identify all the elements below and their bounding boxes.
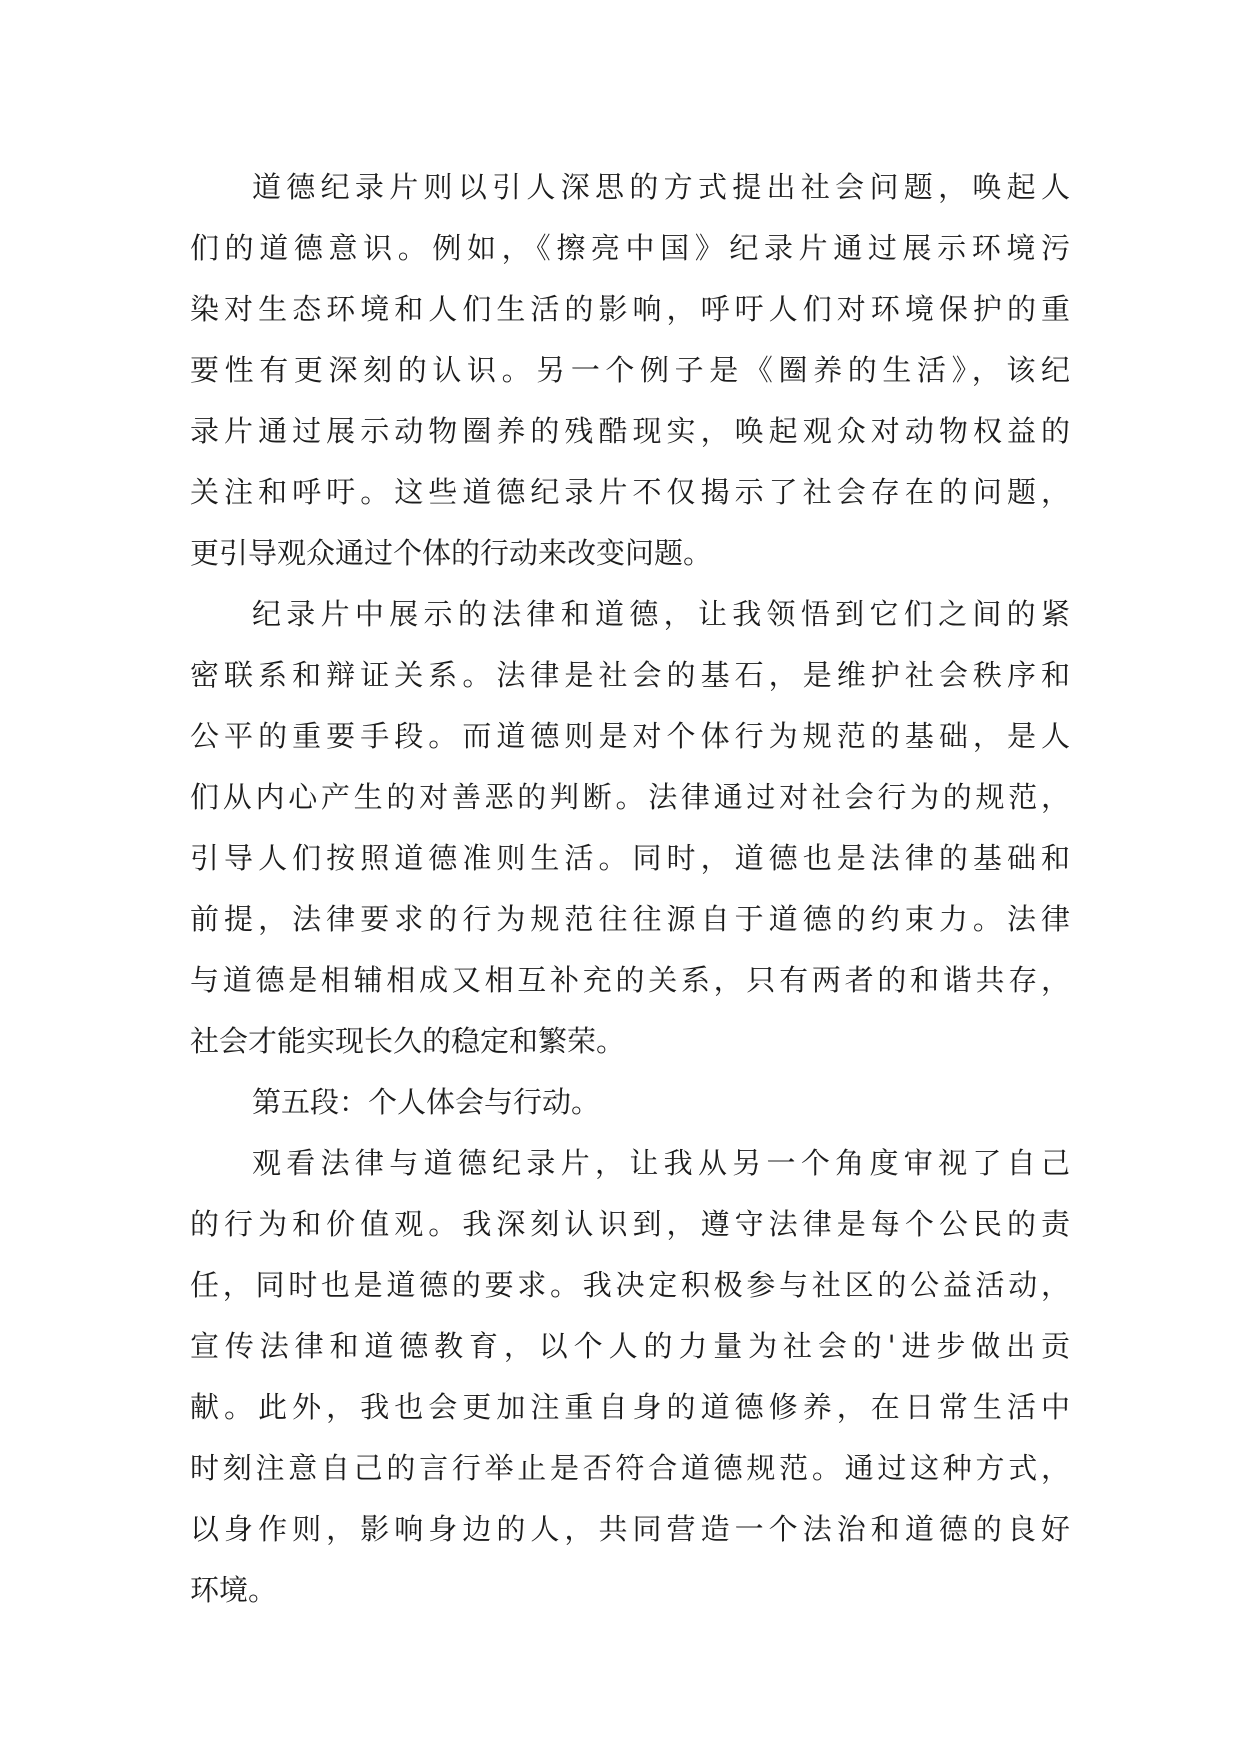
text-line: 录片通过展示动物圈养的残酷现实，唤起观众对动物权益的 (190, 414, 1070, 448)
paragraph-personal-reflection (190, 1133, 1070, 1621)
text-line: 公平的重要手段。而道德则是对个体行为规范的基础，是人 (190, 719, 1070, 753)
text-line: 纪录片中展示的法律和道德，让我领悟到它们之间的紧 (252, 597, 1070, 631)
text-line: 时刻注意自己的言行举止是否符合道德规范。通过这种方式， (190, 1451, 1070, 1485)
paragraph-law-and-morality (190, 584, 1070, 1072)
text-line: 引导人们按照道德准则生活。同时，道德也是法律的基础和 (190, 841, 1070, 875)
text-line: 前提，法律要求的行为规范往往源自于道德的约束力。法律 (190, 902, 1070, 936)
text-line: 的行为和价值观。我深刻认识到，遵守法律是每个公民的责 (190, 1207, 1070, 1241)
text-line: 以身作则，影响身边的人，共同营造一个法治和道德的良好 (190, 1512, 1070, 1546)
text-line: 献。此外，我也会更加注重自身的道德修养，在日常生活中 (190, 1390, 1070, 1424)
text-line: 任，同时也是道德的要求。我决定积极参与社区的公益活动， (190, 1268, 1070, 1302)
text-line: 染对生态环境和人们生活的影响，呼吁人们对环境保护的重 (190, 292, 1070, 326)
text-line: 关注和呼吁。这些道德纪录片不仅揭示了社会存在的问题， (190, 475, 1070, 509)
text-line: 道德纪录片则以引人深思的方式提出社会问题，唤起人 (252, 170, 1070, 204)
paragraph-moral-documentaries (190, 157, 1070, 584)
section-heading (190, 1072, 1070, 1133)
text-line: 密联系和辩证关系。法律是社会的基石，是维护社会秩序和 (190, 658, 1070, 692)
body-text (190, 157, 1070, 1621)
text-line: 更引导观众通过个体的行动来改变问题。 (190, 536, 713, 570)
text-line: 与道德是相辅相成又相互补充的关系，只有两者的和谐共存， (190, 963, 1070, 997)
text-line: 们的道德意识。例如，《擦亮中国》纪录片通过展示环境污 (190, 231, 1070, 265)
text-line: 环境。 (190, 1573, 278, 1607)
section-heading-text: 第五段：个人体会与行动。 (252, 1085, 601, 1119)
text-line: 要性有更深刻的认识。另一个例子是《圈养的生活》，该纪 (190, 353, 1070, 387)
text-line: 宣传法律和道德教育，以个人的力量为社会的'进步做出贡 (190, 1329, 1070, 1363)
text-line: 社会才能实现长久的稳定和繁荣。 (190, 1024, 626, 1058)
text-line: 观看法律与道德纪录片，让我从另一个角度审视了自己 (252, 1146, 1070, 1180)
text-line: 们从内心产生的对善恶的判断。法律通过对社会行为的规范， (190, 780, 1070, 814)
